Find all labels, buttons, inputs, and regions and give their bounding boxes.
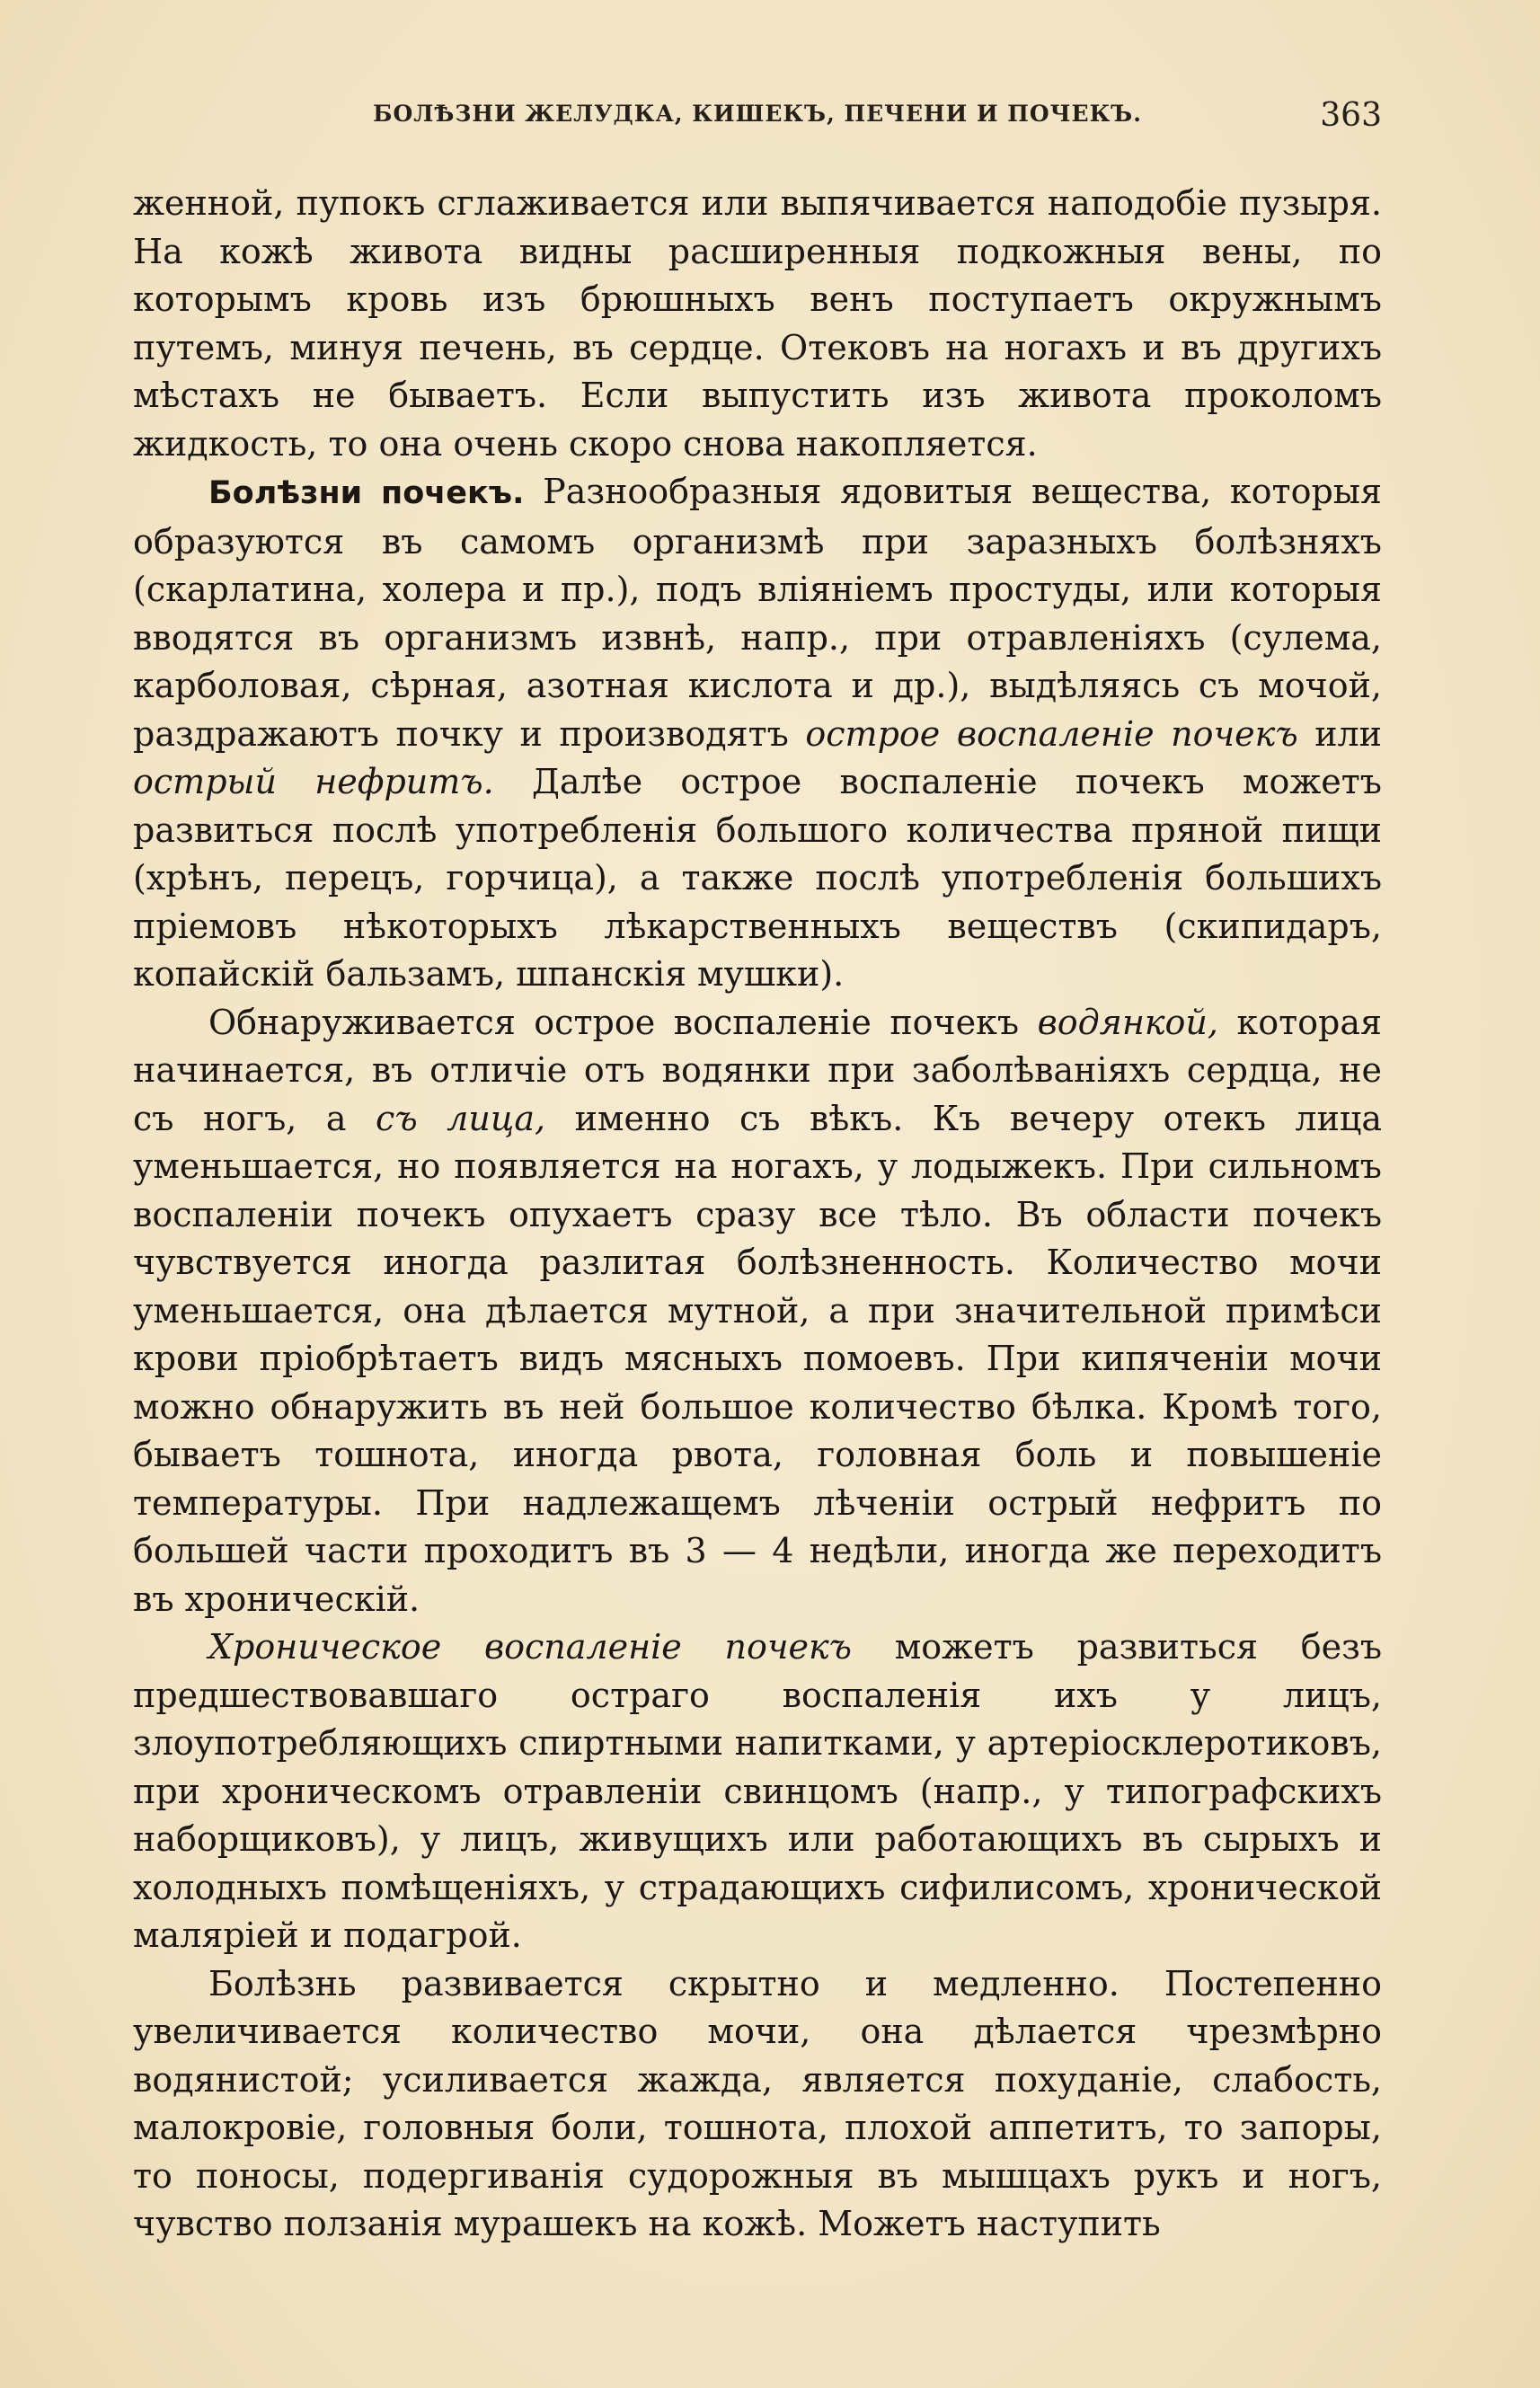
paragraph-1	[133, 180, 1382, 468]
term-chronic-nephritis: Хроническое воспаленіе почекъ	[208, 1627, 852, 1667]
term-acute-nephritis: острое воспаленіе почекъ	[805, 713, 1298, 754]
running-title: БОЛѢЗНИ ЖЕЛУДКА, КИШЕКЪ, ПЕЧЕНИ И ПОЧЕКЪ.	[373, 101, 1142, 127]
term-dropsy: водянкой,	[1037, 1002, 1218, 1042]
paragraph-4-text-1: можетъ развиться безъ предшествовавшаго остраго воспаленія ихъ у лицъ, злоупотребляющихъ спиртными напитками, у артеріосклеротиковъ, при хроническомъ отравленіи свинцомъ (напр., у типографскихъ наборщиковъ), у лицъ, живущихъ или работающихъ въ сырыхъ и холодныхъ помѣщеніяхъ, у страдающихъ сифилисомъ, хронической маляріей и подагрой.	[133, 1627, 1382, 1955]
body-text	[133, 180, 1382, 2249]
section-heading-kidney-diseases: Болѣзни почекъ.	[208, 475, 525, 511]
paragraph-1-text: женной, пупокъ сглаживается или выпячивается наподобіе пузыря. На кожѣ живота видны расширенныя подкожныя вены, по которымъ кровь изъ брюшныхъ венъ поступаетъ окружнымъ путемъ, минуя печень, въ сердце. Отековъ на ногахъ и въ другихъ мѣстахъ не бываетъ. Если выпустить изъ живота проколомъ жидкость, то она очень скоро снова накопляется.	[133, 183, 1382, 464]
paragraph-2-text-2: или	[1297, 713, 1383, 754]
paragraph-4	[133, 1623, 1382, 1960]
paragraph-2-text-1: Разнообразныя ядовитыя вещества, которыя образуются въ самомъ организмѣ при заразныхъ болѣзняхъ (скарлатина, холера и пр.), подъ вліяніемъ простуды, или которыя вводятся въ организмъ извнѣ, напр., при отравленіяхъ (сулема, карболовая, сѣрная, азотная кислота и др.), выдѣляясь съ мочой, раздражаютъ почку и производятъ	[133, 472, 1382, 754]
paragraph-2-text-3: Далѣе острое воспаленіе почекъ можетъ развиться послѣ употребленія большого количества пряной пищи (хрѣнъ, перецъ, горчица), а также послѣ употребленія большихъ пріемовъ нѣкоторыхъ лѣкарственныхъ веществъ (скипидаръ, копайскій бальзамъ, шпанскія мушки).	[133, 762, 1382, 994]
paragraph-3-text-2: которая начинается, въ отличіе отъ водянки при заболѣваніяхъ сердца, не съ ногъ, а	[133, 1002, 1382, 1138]
paragraph-5-text: Болѣзнь развивается скрытно и медленно. Постепенно увеличивается количество мочи, она дѣлается чрезмѣрно водянистой; усиливается жажда, является похуданіе, слабость, малокровіе, головныя боли, тошнота, плохой аппетитъ, то запоры, то поносы, подергиванія судорожныя въ мышцахъ рукъ и ногъ, чувство ползанія мурашекъ на кожѣ. Можетъ наступить	[133, 1963, 1382, 2243]
paragraph-3-text-1: Обнаруживается острое воспаленіе почекъ	[208, 1002, 1038, 1042]
page-number: 363	[1320, 97, 1382, 134]
paragraph-5	[133, 1960, 1382, 2249]
running-head	[133, 97, 1382, 142]
term-from-face: съ лица,	[376, 1098, 546, 1138]
paragraph-3-text-3: именно съ вѣкъ. Къ вечеру отекъ лица уменьшается, но появляется на ногахъ, у лодыжекъ. При сильномъ воспаленіи почекъ опухаетъ сразу все тѣло. Въ области почекъ чувствуется иногда разлитая болѣзненность. Количество мочи уменьшается, она дѣлается мутной, а при значительной примѣси крови пріобрѣтаетъ видъ мясныхъ помоевъ. При кипяченіи мочи можно обнаружить въ ней большое количество бѣлка. Кромѣ того, бываетъ тошнота, иногда рвота, головная боль и повышеніе температуры. При надлежащемъ лѣченіи острый нефритъ по большей части проходитъ въ 3 — 4 недѣли, иногда же переходитъ въ хроническій.	[133, 1098, 1382, 1619]
paragraph-2	[133, 468, 1382, 999]
paragraph-3	[133, 999, 1382, 1624]
term-acute-nephritis-alt: острый нефритъ.	[133, 762, 494, 801]
